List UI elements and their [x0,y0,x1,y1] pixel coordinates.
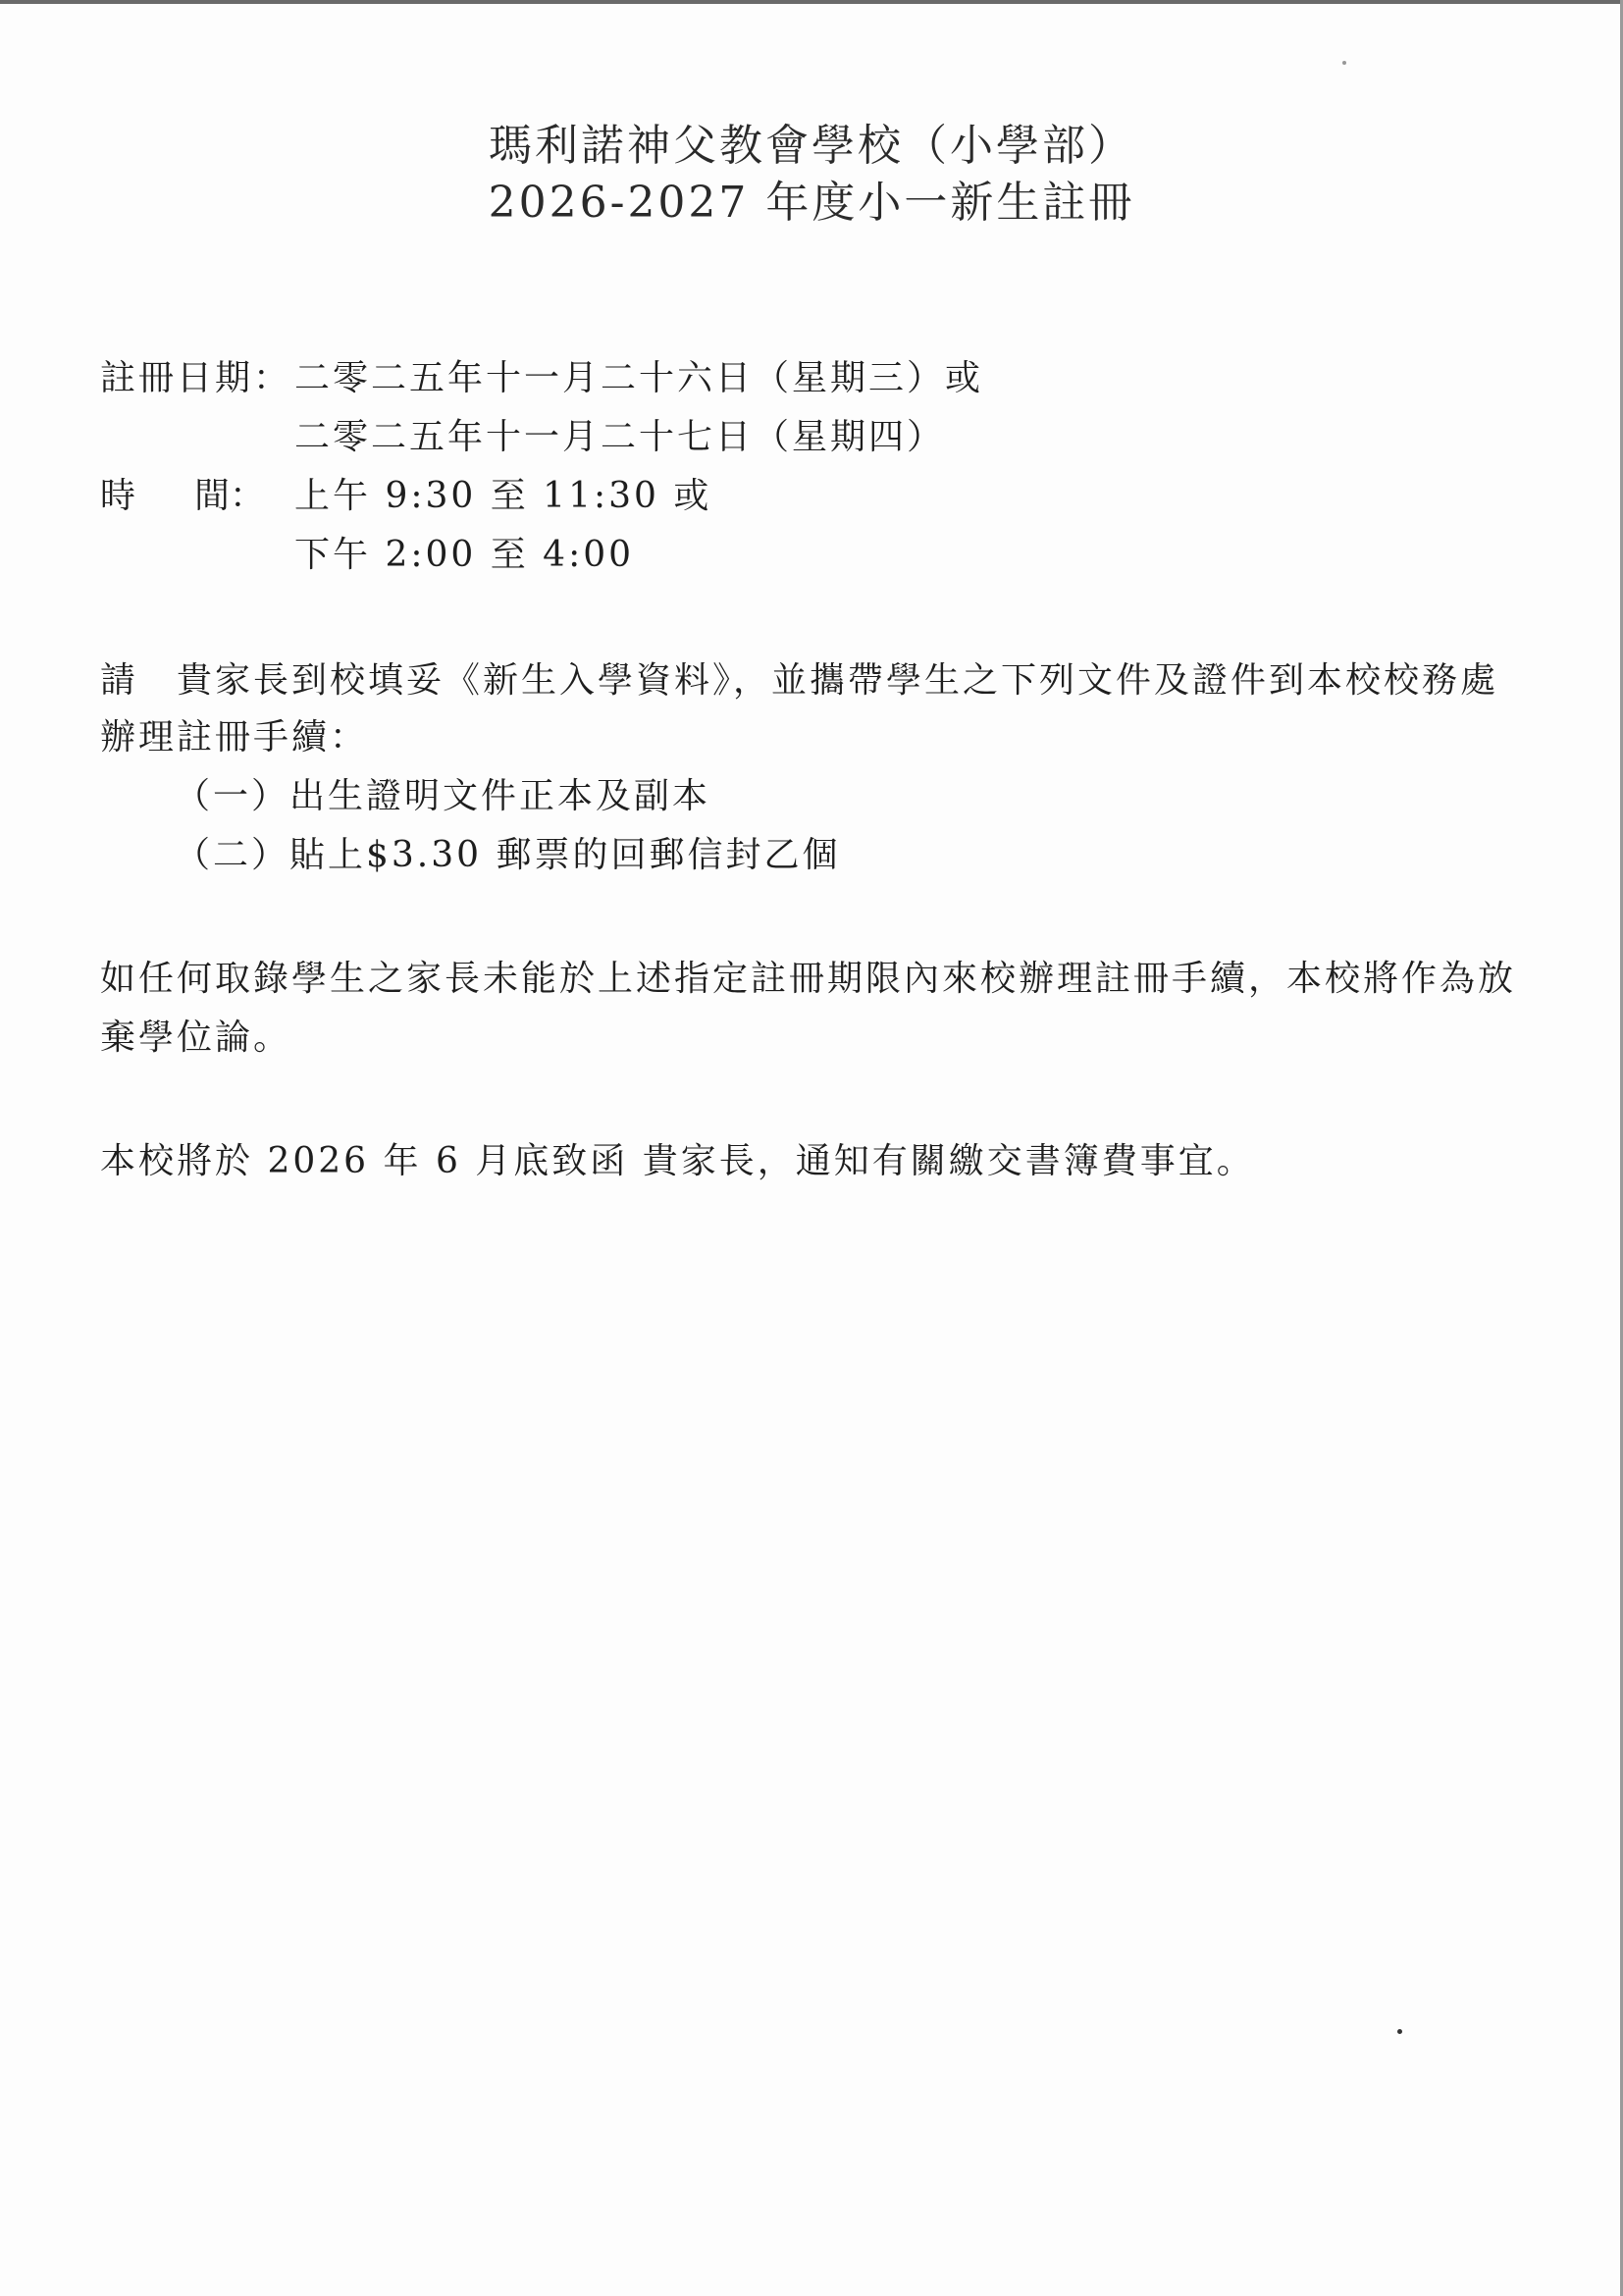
registration-title: 2026-2027 年度小一新生註冊 [488,178,1135,228]
time-label [100,475,265,518]
document-item-1: （一）出生證明文件正本及副本 [175,776,711,816]
document-item-2: （二）貼上$3.30 郵票的回郵信封乙個 [175,835,841,875]
instructions-line-2: 辦理註冊手續： [100,717,369,757]
time-label-char-1: 時 [100,476,136,516]
instructions-line-1: 請 貴家長到校填妥《新生入學資料》，並攜帶學生之下列文件及證件到本校校務處 [100,660,1499,701]
school-name-title: 瑪利諾神父教會學校（小學部） [489,121,1134,171]
date-label: 註冊日期： [100,358,292,398]
time-option-2: 下午 2:00 至 4:00 [294,535,635,575]
scan-speck [1342,61,1346,65]
date-option-1: 二零二五年十一月二十六日（星期三）或 [294,358,984,398]
time-label-char-2: 間： [193,476,265,516]
time-option-1: 上午 9:30 至 11:30 或 [294,476,712,516]
notice-line-1: 如任何取錄學生之家長未能於上述指定註冊期限內來校辦理註冊手續，本校將作為放 [100,959,1517,999]
scan-edge-top [0,0,1623,4]
notice-line-2: 棄學位論。 [100,1018,292,1058]
date-option-2: 二零二五年十一月二十七日（星期四） [294,417,946,457]
scan-speck [1397,2029,1402,2034]
closing-line: 本校將於 2026 年 6 月底致函 貴家長，通知有關繳交書簿費事宜。 [100,1141,1255,1181]
